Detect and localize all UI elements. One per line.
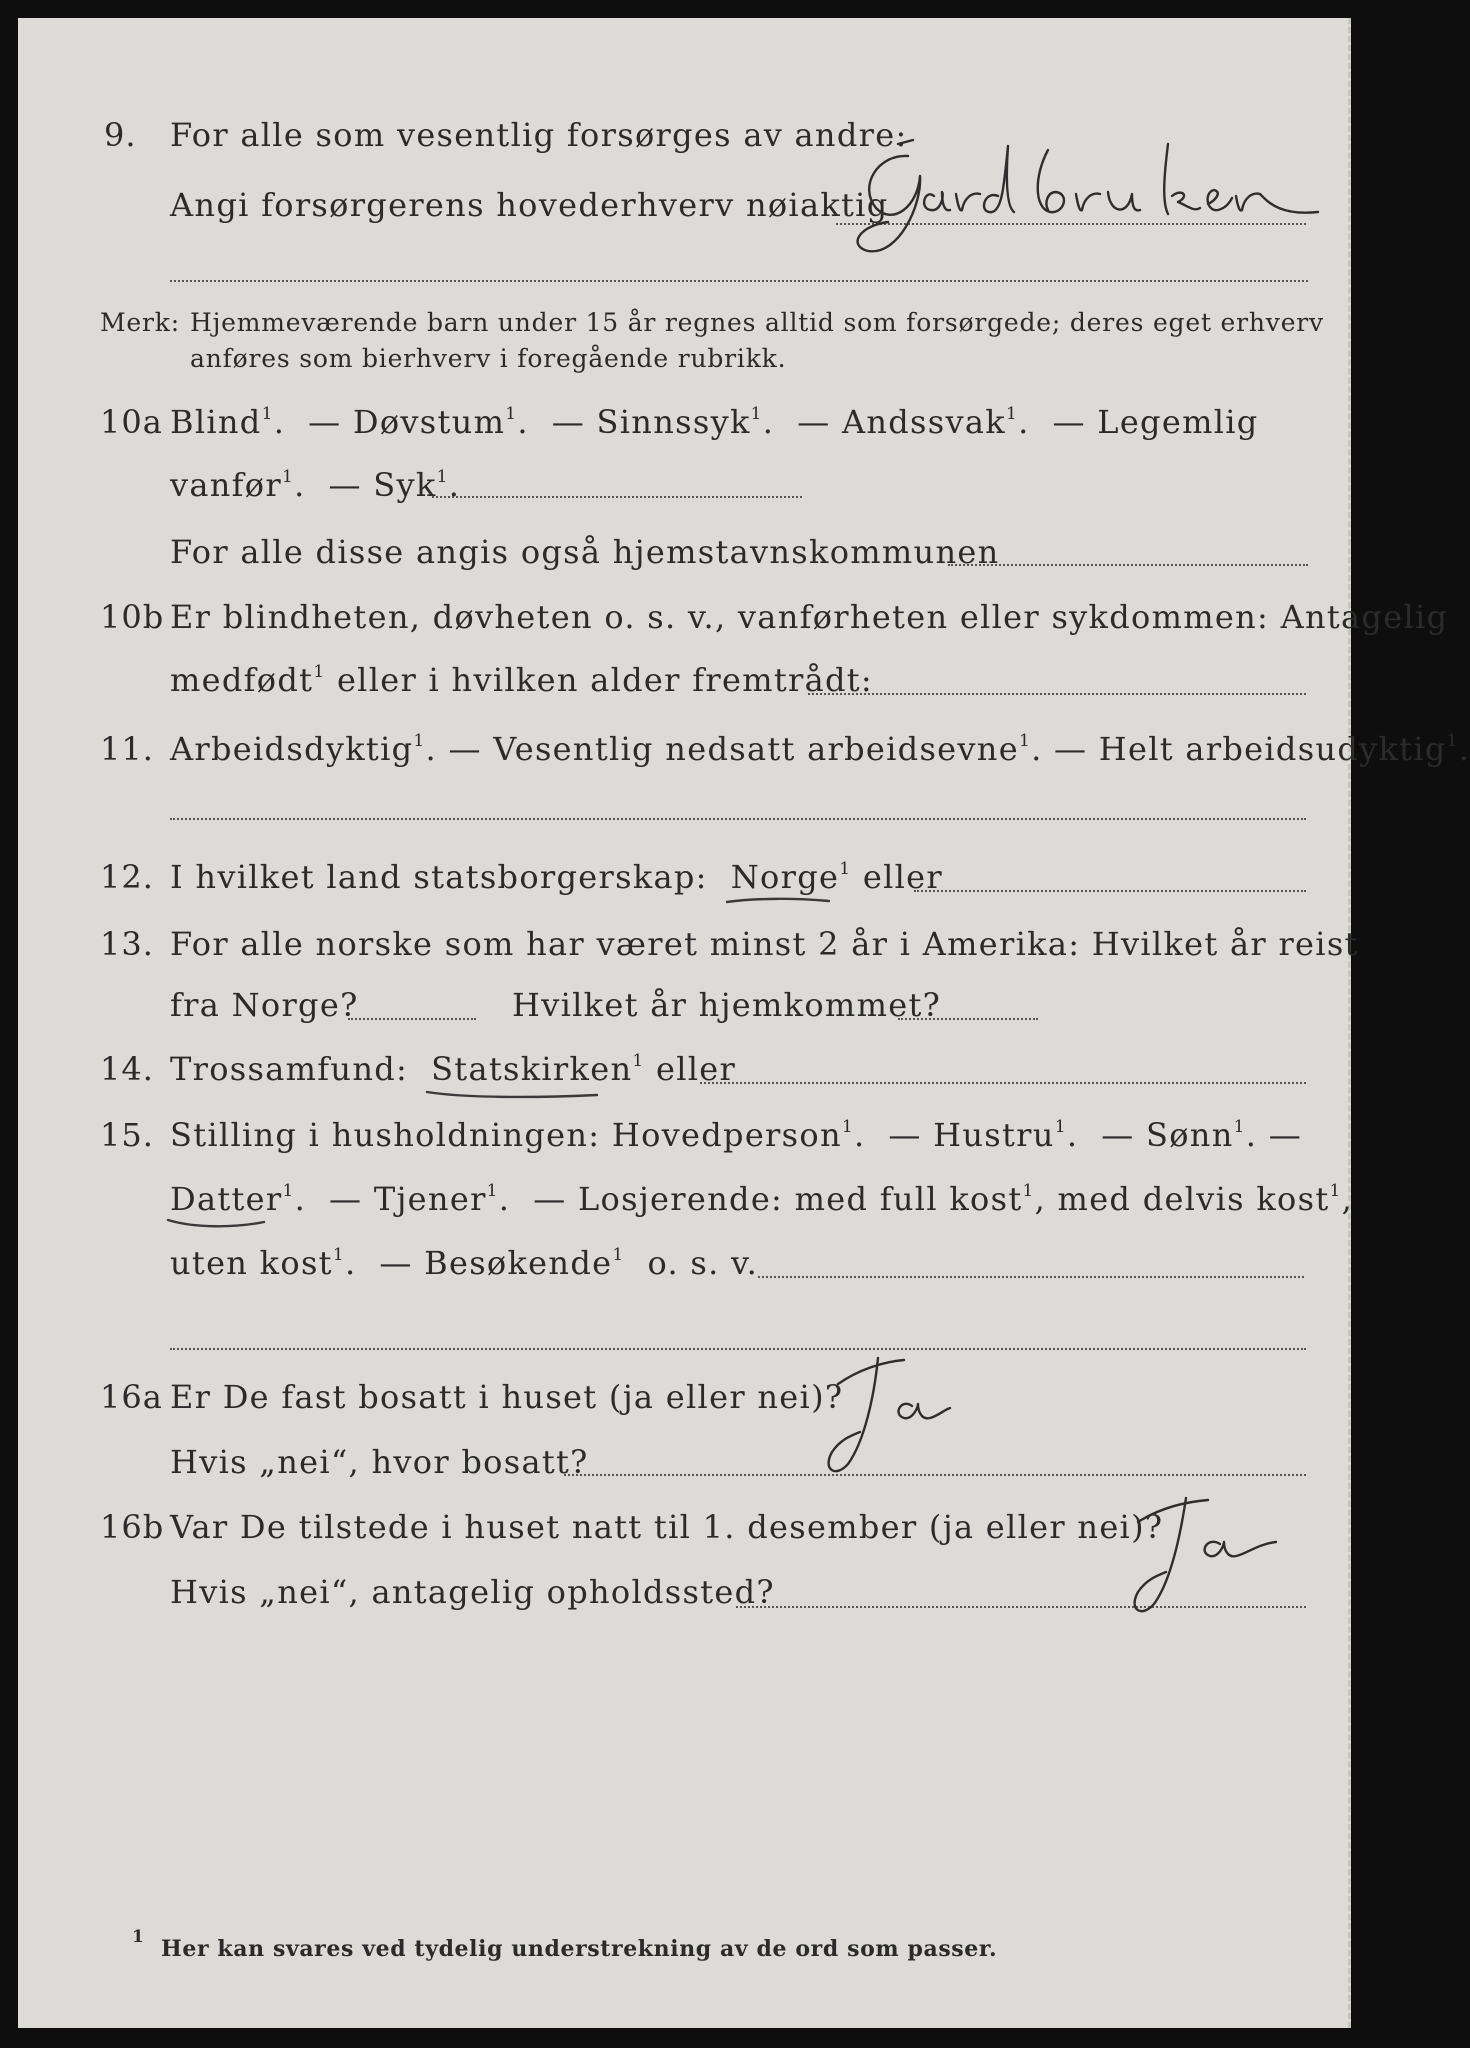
item-15-line2: Datter $^1$. — Tjener$^1$. — Losjerende: med full kost$^1$, med delvis kost$^1$, (170, 1180, 1353, 1218)
item-9-number: 9. (104, 116, 137, 154)
item-10a-line3: For alle disse angis også hjemstavnskommunen (170, 533, 1000, 571)
item-13-number: 13. (100, 925, 154, 963)
item-10a-line2: vanfør$^1$. — Syk$^1$. (170, 466, 461, 504)
item-16a-number: 16a (100, 1378, 163, 1416)
item-14-underlined-option: Statskirken (431, 1050, 632, 1088)
item-16b-handwritten-answer (1108, 1478, 1288, 1628)
item-16a-line2: Hvis „nei“, hvor bosatt? (170, 1443, 589, 1481)
item-13-from-norway: fra Norge? (170, 986, 359, 1024)
item-16a-line1: Er De fast bosatt i huset (ja eller nei)? (170, 1378, 844, 1416)
item-10b-line2: medfødt$^1$ eller i hvilken alder fremtrådt: (170, 661, 874, 699)
item-11-number: 11. (100, 730, 154, 768)
item-15-continuation-line (170, 1348, 1306, 1350)
footnote: $^1$ Her kan svares ved tydelig understrekning av de ord som passer. (132, 1927, 998, 1962)
note-line1: Hjemmeværende barn under 15 år regnes alltid som forsørgede; deres eget erhverv (190, 308, 1324, 337)
item-10b-line1: Er blindheten, døvheten o. s. v., vanførheten eller sykdommen: Antagelig (170, 598, 1449, 636)
item-10a-line1: Blind$^1$. — Døvstum$^1$. — Sinnssyk$^1$. — Andssvak$^1$. — Legemlig (170, 403, 1259, 441)
item-13-from-line (348, 1018, 476, 1020)
note-label: Merk: (100, 308, 180, 337)
item-15-number: 15. (100, 1116, 154, 1154)
item-14-answer-line (700, 1082, 1306, 1084)
item-9-line2: Angi forsørgerens hovederhverv nøiaktig (170, 186, 889, 224)
item-13-line1: For alle norske som har været minst 2 år i Amerika: Hvilket år reist (170, 925, 1359, 963)
item-16b-line1: Var De tilstede i huset natt til 1. desember (ja eller nei)? (170, 1508, 1164, 1546)
item-12-answer-line (914, 890, 1306, 892)
item-12-underlined-option: Norge (731, 858, 839, 896)
item-10a-answer-line (948, 564, 1308, 566)
item-11-line1: Arbeidsdyktig$^1$. — Vesentlig nedsatt arbeidsevne$^1$. — Helt arbeidsudyktig$^1$. (170, 730, 1470, 768)
item-10b-answer-line (808, 693, 1306, 695)
item-10a-syk-line (432, 496, 802, 498)
item-15-answer-line (758, 1276, 1304, 1278)
item-9-handwritten-answer (838, 136, 1328, 266)
item-13-returned: Hvilket år hjemkommet? (512, 986, 942, 1024)
item-13-returned-line (898, 1018, 1038, 1020)
item-15-line3: uten kost$^1$. — Besøkende$^1$ o. s. v. (170, 1244, 759, 1282)
item-15-line1: Stilling i husholdningen: Hovedperson$^1$. — Hustru$^1$. — Sønn$^1$. — (170, 1116, 1302, 1154)
item-11-answer-line (170, 818, 1306, 820)
item-16b-line2: Hvis „nei“, antagelig opholdssted? (170, 1573, 775, 1611)
item-12-number: 12. (100, 858, 154, 896)
item-10a-number: 10a (100, 403, 163, 441)
item-14-line1: Trossamfund: Statskirken $^1$ eller (170, 1050, 736, 1088)
item-10b-number: 10b (100, 598, 165, 636)
item-16b-number: 16b (100, 1508, 165, 1546)
census-form-page (18, 18, 1470, 2028)
item-12-line1: I hvilket land statsborgerskap: Norge $^1$ eller (170, 858, 943, 896)
item-16a-handwritten-answer (808, 1348, 978, 1488)
item-9-line1: For alle som vesentlig forsørges av andre: (170, 116, 908, 154)
note-line2: anføres som bierhverv i foregående rubrikk. (190, 344, 787, 373)
item-14-number: 14. (100, 1050, 154, 1088)
item-9-continuation-line (170, 280, 1308, 282)
item-15-underlined-option: Datter (170, 1180, 283, 1218)
